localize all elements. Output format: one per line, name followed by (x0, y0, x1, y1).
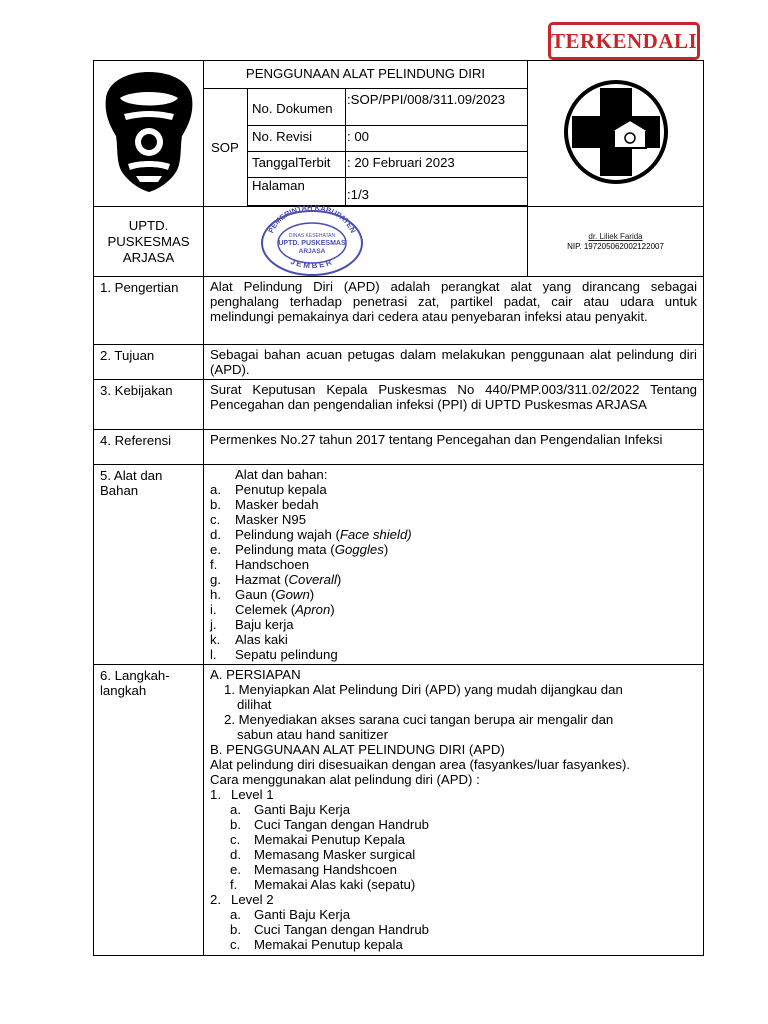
level-1-item-text: Ganti Baju Kerja (254, 802, 351, 817)
level-1-item-marker: a. (230, 802, 241, 817)
level-1-item-text: Memakai Penutup Kepala (254, 832, 406, 847)
alat-bahan-label-line-1: 5. Alat dan (100, 468, 163, 483)
signatory-name: dr. Liliek Farida (588, 231, 643, 241)
alat-bahan-item-text: Sepatu pelindung (235, 647, 338, 662)
level-1-item-marker: c. (230, 832, 241, 847)
tujuan-label: 2. Tujuan (94, 345, 204, 380)
alat-bahan-item (210, 497, 697, 512)
org-line-3: ARJASA (122, 249, 175, 265)
seal-bottom-text: JEMBER (289, 256, 335, 271)
alat-bahan-item-marker: h. (210, 587, 221, 602)
alat-bahan-item-marker: f. (210, 557, 218, 572)
seal-mid-text-3: ARJASA (298, 248, 326, 255)
alat-bahan-item-marker: e. (210, 542, 221, 557)
org-line-2: PUSKESMAS (107, 233, 190, 249)
referensi-label: 4. Referensi (94, 430, 204, 465)
alat-bahan-item-text: Alas kaki (235, 632, 288, 647)
alat-bahan-item-marker: l. (210, 647, 217, 662)
seal-top-text: PEMERINTAH KABUPATEN (266, 205, 358, 235)
sop-label: SOP (204, 89, 248, 207)
status-stamp: TERKENDALI (548, 22, 700, 60)
alat-bahan-item (210, 542, 697, 557)
alat-bahan-label (94, 465, 204, 665)
meta-label-no-dokumen: No. Dokumen (248, 89, 346, 126)
level-2-label: Level 2 (231, 892, 274, 907)
level-2-heading: 2. Level 2 (210, 892, 274, 907)
level-1-item-marker: b. (230, 817, 241, 832)
persiapan-title: A. PERSIAPAN (210, 667, 301, 682)
alat-bahan-item-text: Baju kerja (235, 617, 294, 632)
level-1-item-marker: f. (230, 877, 238, 892)
signatory-cell (528, 207, 704, 277)
langkah-label (94, 665, 204, 956)
level-2-list (210, 907, 697, 952)
referensi-text: Permenkes No.27 tahun 2017 tentang Pencegahan dan Pengendalian Infeksi (204, 430, 704, 465)
alat-bahan-item-text: Masker bedah (235, 497, 319, 512)
level-2-item (210, 907, 697, 922)
meta-value-tanggal-terbit: : 20 Februari 2023 (346, 152, 528, 178)
sop-table (93, 60, 704, 956)
meta-value-halaman: :1/3 (346, 178, 528, 206)
level-2-item (210, 922, 697, 937)
level-1-item (210, 802, 697, 817)
penggunaan-title: B. PENGGUNAAN ALAT PELINDUNG DIRI (APD) (210, 742, 505, 757)
alat-bahan-item-marker: i. (210, 602, 217, 617)
level-2-item (210, 937, 697, 952)
alat-bahan-label-line-2: Bahan (100, 483, 139, 498)
level-2-item-text: Ganti Baju Kerja (254, 907, 351, 922)
level-1-item (210, 847, 697, 862)
langkah-content (204, 665, 704, 956)
alat-bahan-item-text: Pelindung mata (Goggles) (235, 542, 389, 557)
alat-bahan-item-marker: b. (210, 497, 221, 512)
level-2-item-marker: a. (230, 907, 241, 922)
pengertian-label: 1. Pengertian (94, 277, 204, 345)
penggunaan-text-1: Alat pelindung diri disesuaikan dengan area (fasyankes/luar fasyankes). (210, 757, 631, 772)
alat-bahan-list (210, 482, 697, 662)
alat-bahan-heading: Alat dan bahan: (235, 467, 328, 482)
alat-bahan-item (210, 617, 697, 632)
alat-bahan-item-text: Gaun (Gown) (235, 587, 315, 602)
meta-label-no-revisi: No. Revisi (248, 126, 346, 152)
alat-bahan-item (210, 527, 697, 542)
level-1-heading: 1. Level 1 (210, 787, 274, 802)
level-1-item (210, 862, 697, 877)
alat-bahan-item (210, 482, 697, 497)
meta-value-no-dokumen: :SOP/PPI/008/311.09/2023 (346, 89, 528, 126)
document-title: PENGGUNAAN ALAT PELINDUNG DIRI (204, 61, 528, 89)
alat-bahan-item-marker: j. (210, 617, 217, 632)
alat-bahan-item-text: Pelindung wajah (Face shield) (235, 527, 412, 542)
level-2-item-text: Memakai Penutup kepala (254, 937, 403, 952)
level-1-item (210, 877, 697, 892)
alat-bahan-item (210, 557, 697, 572)
alat-bahan-item-text: Hazmat (Coverall) (235, 572, 342, 587)
level-1-list (210, 802, 697, 892)
alat-bahan-item-text: Masker N95 (235, 512, 307, 527)
org-line-1: UPTD. (128, 217, 169, 233)
org-name (94, 207, 204, 277)
alat-bahan-item-marker: d. (210, 527, 221, 542)
alat-bahan-item-text: Penutup kepala (235, 482, 327, 497)
official-seal-icon (257, 205, 367, 277)
level-2-item-marker: c. (230, 937, 241, 952)
level-1-item-marker: e. (230, 862, 241, 877)
pengertian-text: Alat Pelindung Diri (APD) adalah perangkat alat yang dirancang sebagai penghalang terhadap penetrasi zat, partikel padat, cair atau udara untuk melindungi pemakainya dari cedera atau penyebaran infeksi atau penyakit. (204, 277, 704, 345)
level-1-item-text: Cuci Tangan dengan Handrub (254, 817, 429, 832)
alat-bahan-content (204, 465, 704, 665)
regency-logo-cell (94, 61, 204, 207)
alat-bahan-item-text: Handschoen (235, 557, 310, 572)
persiapan-step-2-cont: sabun atau hand sanitizer (237, 727, 389, 742)
meta-label-tanggal-terbit: TanggalTerbit (248, 152, 346, 178)
kebijakan-label: 3. Kebijakan (94, 380, 204, 430)
persiapan-step-1: 1. Menyiapkan Alat Pelindung Diri (APD) yang mudah dijangkau dan (224, 682, 623, 697)
level-1-item (210, 832, 697, 847)
meta-value-no-revisi: : 00 (346, 126, 528, 152)
svg-text:PEMERINTAH KABUPATEN (266, 205, 357, 234)
level-2-item-text: Cuci Tangan dengan Handrub (254, 922, 429, 937)
persiapan-step-1-cont: dilihat (237, 697, 272, 712)
level-2-item-marker: b. (230, 922, 241, 937)
level-1-item-text: Memasang Masker surgical (254, 847, 416, 862)
level-1-item (210, 817, 697, 832)
alat-bahan-item-marker: k. (210, 632, 221, 647)
alat-bahan-item (210, 602, 697, 617)
level-1-item-marker: d. (230, 847, 241, 862)
alat-bahan-item (210, 587, 697, 602)
svg-text:JEMBER (289, 257, 335, 270)
alat-bahan-item (210, 647, 697, 662)
alat-bahan-item-marker: c. (210, 512, 221, 527)
level-1-label: Level 1 (231, 787, 274, 802)
langkah-label-line-1: 6. Langkah- (100, 668, 170, 683)
seal-mid-text-2: UPTD. PUSKESMAS (278, 240, 346, 247)
persiapan-step-2: 2. Menyediakan akses sarana cuci tangan berupa air mengalir dan (224, 712, 614, 727)
penggunaan-text-2: Cara menggunakan alat pelindung diri (APD) : (210, 772, 480, 787)
meta-label-halaman: Halaman (248, 178, 346, 206)
level-1-item-text: Memakai Alas kaki (sepatu) (254, 877, 416, 892)
puskesmas-logo-cell (528, 61, 704, 207)
alat-bahan-item-text: Celemek (Apron) (235, 602, 335, 617)
alat-bahan-item (210, 512, 697, 527)
alat-bahan-item (210, 572, 697, 587)
seal-cell (204, 207, 528, 277)
tujuan-text: Sebagai bahan acuan petugas dalam melakukan penggunaan alat pelindung diri (APD). (204, 345, 704, 380)
alat-bahan-item-marker: g. (210, 572, 221, 587)
kebijakan-text: Surat Keputusan Kepala Puskesmas No 440/PMP.003/311.02/2022 Tentang Pencegahan dan pengendalian infeksi (PPI) di UPTD Puskesmas ARJASA (204, 380, 704, 430)
langkah-label-line-2: langkah (100, 683, 147, 698)
puskesmas-logo-icon (560, 76, 672, 188)
alat-bahan-item (210, 632, 697, 647)
level-1-item-text: Memasang Handshcoen (254, 862, 397, 877)
regency-emblem-icon (102, 68, 196, 196)
alat-bahan-item-marker: a. (210, 482, 221, 497)
signatory-nip: NIP. 197205062002122007 (567, 241, 664, 251)
seal-mid-text-1: DINAS KESEHATAN (288, 233, 336, 239)
